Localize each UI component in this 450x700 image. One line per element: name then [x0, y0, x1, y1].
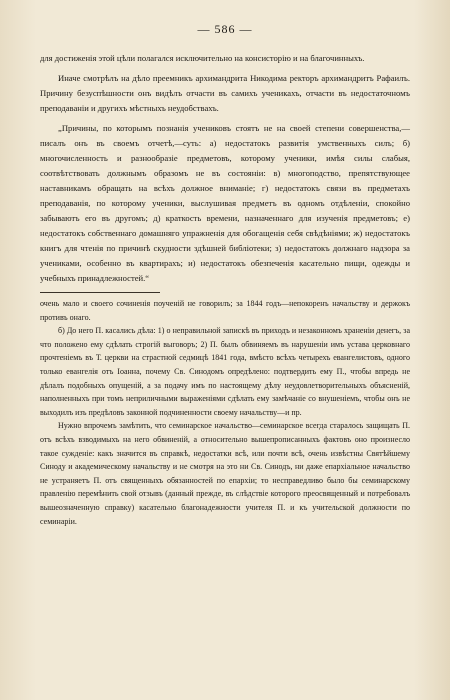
- footnote-remark: Нужно впрочемъ замѣтить, что семинарское начальство—семинарское всегда старалось защищать П. отъ всѣхъ взводимыхъ на него обвиненій, а относительно вышепрописанныхъ фактовъ оно произнесло такое сужденіе: какъ значится въ справкѣ, недостатки всѣ, или почти всѣ, очень извѣстны Святѣйшему Синоду и академическому начальству и не смотря на это ни Св. Синодъ, ни даже епархіальное начальство не устраняетъ П. отъ священныхъ обязанностей по епархіи; то несправедливо было бы семинарскому правленію перемѣнить свой отзывъ (данный прежде, въ слѣдствіе которого преосвященный и потребовалъ вышеозначенную справку) касательно благонадежности учителя П. и къ учительской должности по семинаріи.: [40, 421, 410, 526]
- paragraph-rafail: Иначе смотрѣлъ на дѣло преемникъ архимандрита Никодима ректоръ архимандритъ Рафаилъ. Причину безуспѣшности онъ видѣлъ отчасти въ самихъ ученикахъ, отчасти въ недостаточномъ преподаваніи и другихъ мѣстныхъ неудобствахъ.: [40, 73, 410, 113]
- paragraph-continuation: для достиженія этой цѣли полагался исключительно на консисторію и на благочинныхъ.: [40, 53, 365, 63]
- footnote-continuation: очень мало и своего сочиненія поученій не говорилъ; за 1844 годъ—непокоренъ начальству и держокъ противъ онаго.: [40, 299, 410, 322]
- footnote-divider: [40, 292, 160, 293]
- page-number: — 586 —: [197, 22, 253, 36]
- paragraph-quote: „Причины, по которымъ познанія учениковъ стоятъ не на своей степени совершенства,—писалъ онъ въ своемъ отчетѣ,—суть: а) недостатокъ развитія умственныхъ силъ; б) многочисленность и разнообразіе предметовъ, которому ученики, имѣя силы слабыя, соотвѣтствовать должнымъ образомъ не въ состояніи: в) многоподство, препятствующее наставникамъ обращать на всѣхъ должное вниманіе; г) недостатокъ связи въ предметахъ преподаванія, по которому ученики, выслушивая предметъ въ одномъ отдѣленіи, спокойно забываютъ его въ другомъ; д) краткость времени, назначеннаго для изученія предметовъ; е) недостатокъ собственнаго домашняго упражненія для обогащенія себя свѣдѣніями; ж) недостатокъ книгъ для чтенія по причинѣ скудности здѣшней библіотеки; з) недостатокъ должнаго надзора за учениками, особенно въ квартирахъ; и) недостатокъ обезпеченія касательно пищи, одежды и учебныхъ принадлежностей.“: [40, 123, 410, 283]
- footnote-b: б) До него П. касались дѣла: 1) о неправильной запискѣ въ приходъ и незаконномъ храненіи денегъ, за что положено ему сдѣлать строгій выговоръ; 2) П. былъ обвиняемъ въ нарушеніи имъ устава церковнаго прочтеніемъ въ Т. церкви на страстной седмицѣ 1841 года, вмѣсто всѣхъ четырехъ евангелистовъ, одного только евангелія отъ Іоанна, почему Св. Синодомъ опредѣлено: подтвердить ему П., чтобы впредь не дѣлалъ подобныхъ опущеній, а за подачу имъ по настоящему дѣлу неудовлетворительныхъ объясненій, наполненныхъ при томъ неприличными выраженіями сдѣлать ему замѣчаніе со внушеніемъ, чтобы онъ не выходилъ изъ предѣловъ законной подчиненности своему начальству—и пр.: [40, 326, 410, 417]
